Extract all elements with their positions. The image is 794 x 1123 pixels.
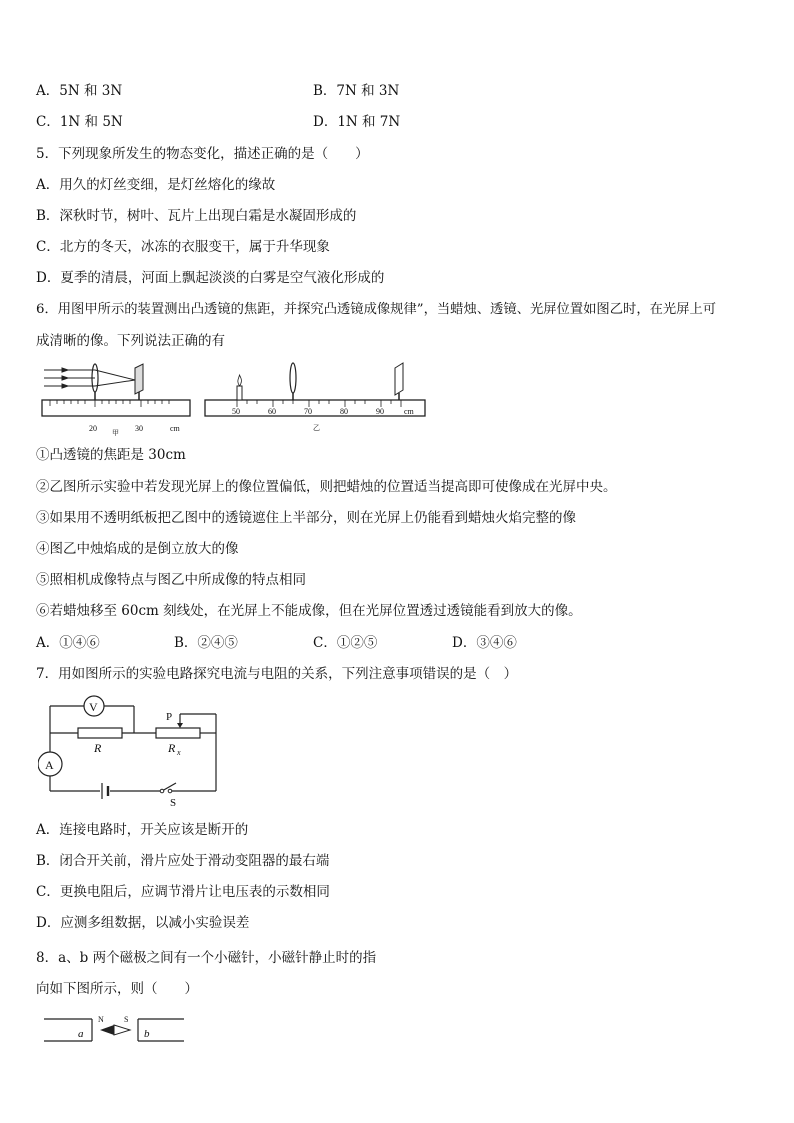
- q4-option-a: A．5N 和 3N: [36, 83, 123, 99]
- slider-label: P: [166, 711, 173, 723]
- q5-option-b: B．深秋时节，树叶、瓦片上出现白霜是水凝固形成的: [36, 208, 357, 224]
- lens-imaging-figure: [203, 360, 428, 436]
- q5-option-d: D．夏季的清晨，河面上飘起淡淡的白雾是空气液化形成的: [36, 270, 385, 286]
- q6-statement-6: ⑥若蜡烛移至 60cm 刻线处，在光屏上不能成像，但在光屏位置透过透镜能看到放大的像。: [36, 603, 582, 619]
- q4-option-c: C．1N 和 5N: [36, 114, 123, 130]
- figure-label-yi: 乙: [313, 424, 320, 432]
- q5-option-a: A．用久的灯丝变细，是灯丝熔化的缘故: [36, 177, 276, 193]
- screen-a: [135, 364, 143, 394]
- q7-stem: 7．用如图所示的实验电路探究电流与电阻的关系，下列注意事项错误的是（ ）: [36, 666, 518, 682]
- tick-unit: cm: [404, 407, 414, 416]
- light-rays: [44, 368, 135, 388]
- magnet-a-label: a: [78, 1028, 84, 1040]
- q5-stem: 5．下列现象所发生的物态变化，描述正确的是（ ）: [36, 146, 369, 162]
- q6-stem-line2: 成清晰的像。下列说法正确的有: [36, 333, 225, 349]
- slider-arrow: [177, 723, 183, 728]
- q4-option-b: B．7N 和 3N: [313, 83, 400, 99]
- q4-option-d: D．1N 和 7N: [313, 114, 401, 130]
- resistor-label: R: [94, 741, 102, 755]
- tick-label: 90: [376, 407, 384, 416]
- tick-label: 30: [135, 424, 143, 433]
- q6-stem-line1: 6．用图甲所示的装置测出凸透镜的焦距，并探究凸透镜成像规律”，当蜡烛、透镜、光屏位置如图乙时，在光屏上可: [36, 302, 717, 317]
- figure-label-jia: 甲: [112, 429, 119, 436]
- voltmeter-label: V: [89, 700, 98, 714]
- compass-needle-s: [114, 1025, 130, 1035]
- q6-option-c: C．①②⑤: [313, 635, 378, 651]
- q6-statement-3: ③如果用不透明纸板把乙图中的透镜遮住上半部分，则在光屏上仍能看到蜡烛火焰完整的像: [36, 510, 576, 526]
- magnet-b-label: b: [144, 1028, 150, 1040]
- screen-b: [395, 363, 403, 395]
- candle: [237, 375, 242, 400]
- circuit-diagram: [38, 690, 223, 810]
- rheostat-label: R: [168, 741, 176, 755]
- tick-label: 70: [304, 407, 312, 416]
- tick-label: 60: [268, 407, 276, 416]
- convex-lens-b: [290, 363, 296, 393]
- tick-unit: cm: [170, 424, 180, 433]
- q6-option-b: B．②④⑤: [174, 635, 238, 651]
- q6-statement-4: ④图乙中烛焰成的是倒立放大的像: [36, 541, 239, 557]
- tick-label: 80: [340, 407, 348, 416]
- ammeter-label: A: [45, 758, 54, 772]
- q7-option-b: B．闭合开关前，滑片应处于滑动变阻器的最右端: [36, 853, 330, 869]
- switch-label: S: [170, 797, 177, 809]
- q6-option-d: D．③④⑥: [452, 635, 517, 651]
- q8-stem-line1: 8．a、b 两个磁极之间有一个小磁针，小磁针静止时的指: [36, 950, 377, 966]
- q6-statement-5: ⑤照相机成像特点与图乙中所成像的特点相同: [36, 572, 306, 588]
- q8-stem-line2: 向如下图所示，则（ ）: [36, 981, 198, 997]
- q7-option-d: D．应测多组数据，以减小实验误差: [36, 915, 250, 931]
- q7-option-a: A．连接电路时，开关应该是断开的: [36, 822, 249, 838]
- tick-label: 20: [89, 424, 97, 433]
- compass-needle-n: [100, 1025, 114, 1035]
- rheostat-subscript: x: [177, 748, 181, 757]
- north-label: N: [98, 1015, 104, 1024]
- q6-option-a: A．①④⑥: [36, 635, 100, 651]
- q5-option-c: C．北方的冬天，冰冻的衣服变干，属于升华现象: [36, 239, 330, 255]
- q6-statement-2: ②乙图所示实验中若发现光屏上的像位置偏低，则把蜡烛的位置适当提高即可使像成在光屏中央。: [36, 479, 617, 495]
- magnet-figure: [42, 1013, 188, 1045]
- q7-option-c: C．更换电阻后，应调节滑片让电压表的示数相同: [36, 884, 330, 900]
- south-label: S: [124, 1015, 129, 1024]
- q6-statement-1: ①凸透镜的焦距是 30cm: [36, 447, 186, 463]
- tick-label: 50: [232, 407, 240, 416]
- lens-focal-figure: [40, 360, 195, 436]
